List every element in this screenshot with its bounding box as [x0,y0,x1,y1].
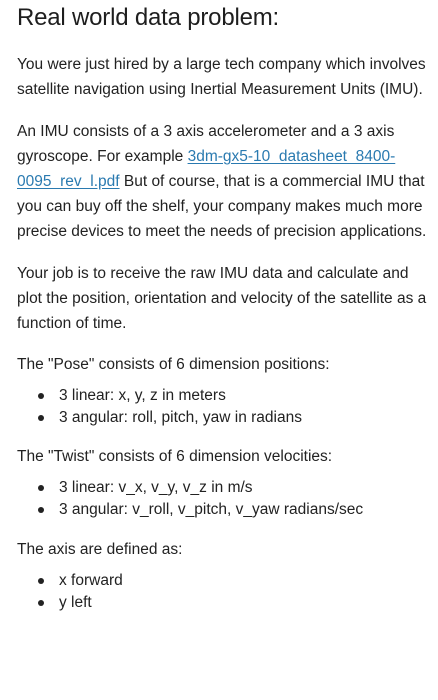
twist-list [17,477,428,521]
pose-list [17,385,428,429]
bullet-icon [38,393,44,399]
twist-item-linear: 3 linear: v_x, v_y, v_z in m/s [59,479,253,496]
bullet-icon [38,507,44,513]
list-item [17,407,428,429]
bullet-icon [38,485,44,491]
job-paragraph: Your job is to receive the raw IMU data and calculate and plot the position, orientation and velocity of the satellite as a function of time. [17,265,427,332]
imu-text-after-link: But of course, that is a commercial IMU that you can buy off the shelf, your company makes much more precise devices to meet the needs of precision applications. [17,173,427,240]
twist-item-angular: 3 angular: v_roll, v_pitch, v_yaw radians/sec [59,501,364,518]
pose-item-angular: 3 angular: roll, pitch, yaw in radians [59,409,302,426]
intro-paragraph: You were just hired by a large tech company which involves satellite navigation using Inertial Measurement Units (IMU). [17,56,426,98]
list-item [17,499,428,521]
list-item [17,570,428,592]
pose-intro: The "Pose" consists of 6 dimension positions: [17,356,330,373]
list-item [17,477,428,499]
bullet-icon [38,578,44,584]
axis-intro: The axis are defined as: [17,541,183,558]
axis-item-y: y left [59,594,92,611]
imu-text-before-link: An IMU consists of a 3 axis accelerometer and a 3 axis gyroscope. For example [17,123,395,165]
twist-intro: The "Twist" consists of 6 dimension velocities: [17,448,333,465]
list-item [17,385,428,407]
page-title: Real world data problem: [17,4,280,31]
list-item [17,592,428,614]
pose-item-linear: 3 linear: x, y, z in meters [59,387,226,404]
datasheet-link[interactable]: 3dm-gx5-10_datasheet_8400-0095_rev_l.pdf [17,148,396,190]
bullet-icon [38,600,44,606]
axis-item-x: x forward [59,572,123,589]
imu-paragraph [17,119,428,244]
axis-list [17,570,428,614]
bullet-icon [38,415,44,421]
